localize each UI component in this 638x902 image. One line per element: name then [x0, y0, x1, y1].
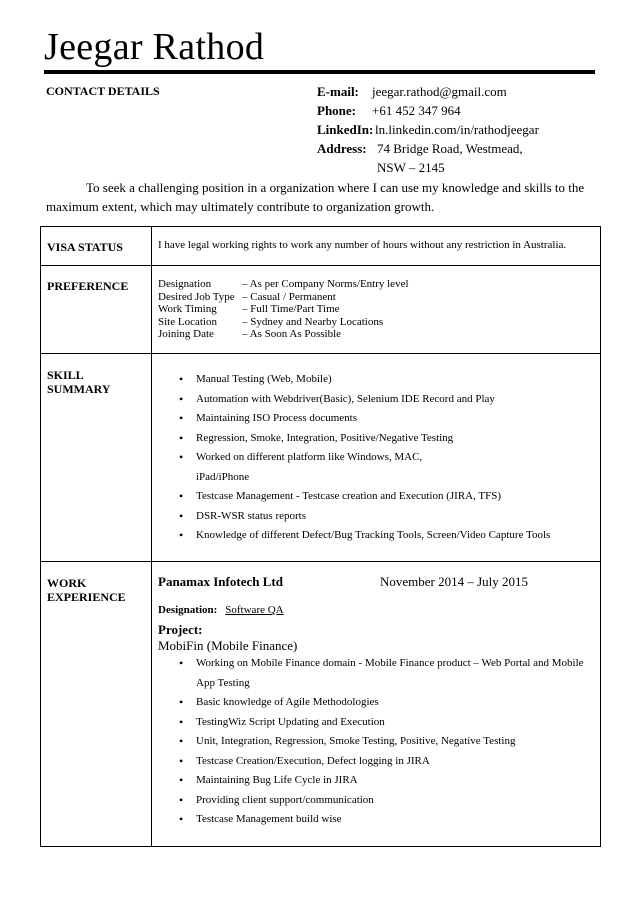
skills-list	[158, 370, 594, 546]
bullet-item: • Unit, Integration, Regression, Smoke Testing, Positive, Negative Testing	[158, 732, 594, 752]
bullet-item: • Maintaining ISO Process documents	[158, 409, 594, 429]
phone-value: +61 452 347 964	[372, 103, 461, 118]
bullet-item: • Testcase Management build wise	[158, 810, 594, 830]
address-line2: NSW – 2145	[377, 160, 445, 175]
work-duties-list	[158, 654, 594, 830]
project-heading: Project:	[158, 622, 203, 637]
preference-row	[41, 266, 601, 354]
visa-label: VISA STATUS	[41, 227, 152, 266]
work-row	[41, 562, 601, 847]
preference-value: – As Soon As Possible	[242, 328, 342, 340]
bullet-item: • Manual Testing (Web, Mobile)	[158, 370, 594, 390]
bullet-item: • Providing client support/communication	[158, 791, 594, 811]
preference-field: Joining Date	[158, 328, 214, 340]
linkedin-label: LinkedIn:	[317, 122, 374, 137]
work-cell	[152, 562, 601, 847]
employment-dates: November 2014 – July 2015	[379, 574, 528, 589]
bullet-item: • Testcase Creation/Execution, Defect logging in JIRA	[158, 752, 594, 772]
bullet-item: • Working on Mobile Finance domain - Mobile Finance product – Web Portal and Mobile	[158, 654, 594, 674]
preference-item	[158, 328, 594, 341]
linkedin-value[interactable]: ln.linkedin.com/in/rathodjeegar	[375, 122, 539, 137]
address-line1: 74 Bridge Road, Westmead,	[377, 141, 523, 156]
company-name: Panamax Infotech Ltd	[158, 574, 283, 589]
objective-text: To seek a challenging position in a organization where I can use my knowledge and skills to the maximum extent, which may ultimately contribute to organization growth.	[46, 180, 585, 214]
preference-value: – Casual / Permanent	[242, 290, 336, 303]
preference-cell	[152, 266, 601, 354]
contact-block	[317, 82, 539, 177]
preference-field: Site Location	[158, 315, 217, 328]
visa-cell	[152, 227, 601, 266]
skills-label-line1: SKILL	[47, 368, 84, 382]
preference-label: PREFERENCE	[41, 266, 152, 354]
preference-value: – As per Company Norms/Entry level	[242, 278, 409, 290]
designation-label: Designation:	[158, 604, 218, 616]
preference-field: Designation	[158, 278, 212, 290]
visa-row	[41, 227, 601, 266]
bullet-continuation: iPad/iPhone	[196, 470, 250, 483]
bullet-item: • DSR-WSR status reports	[158, 507, 594, 527]
bullet-item: • Worked on different platform like Windows, MAC,	[158, 448, 594, 468]
bullet-item: • Knowledge of different Defect/Bug Tracking Tools, Screen/Video Capture Tools	[158, 526, 594, 546]
phone-label: Phone:	[317, 103, 356, 118]
career-objective	[46, 178, 591, 216]
preference-field: Desired Job Type	[158, 290, 235, 303]
work-label	[41, 562, 152, 847]
project-name: MobiFin (Mobile Finance)	[158, 638, 298, 653]
bullet-item: • TestingWiz Script Updating and Execution	[158, 713, 594, 733]
preference-item	[158, 278, 594, 291]
bullet-item: • Basic knowledge of Agile Methodologies	[158, 693, 594, 713]
preference-value: – Full Time/Part Time	[242, 303, 340, 315]
bullet-item: • Regression, Smoke, Integration, Positive/Negative Testing	[158, 429, 594, 449]
bullet-item: • Testcase Management - Testcase creation and Execution (JIRA, TFS)	[158, 487, 594, 507]
company-row	[158, 562, 594, 590]
skills-label	[41, 354, 152, 562]
preference-list	[158, 266, 594, 341]
work-label-line1: WORK	[47, 576, 87, 590]
skills-row	[41, 354, 601, 562]
header-rule	[44, 70, 595, 74]
preference-value: – Sydney and Nearby Locations	[242, 315, 384, 328]
email-label: E-mail:	[317, 84, 359, 99]
preference-item	[158, 316, 594, 329]
preference-item	[158, 303, 594, 316]
bullet-item: • Maintaining Bug Life Cycle in JIRA	[158, 771, 594, 791]
bullet-continuation: App Testing	[196, 676, 250, 689]
designation-value: Software QA	[225, 604, 284, 616]
preference-item	[158, 291, 594, 304]
bullet-item: • Automation with Webdriver(Basic), Selenium IDE Record and Play	[158, 390, 594, 410]
contact-details-heading: CONTACT DETAILS	[46, 84, 160, 98]
work-label-line2: EXPERIENCE	[47, 590, 126, 604]
designation	[158, 604, 594, 616]
skills-label-line2: SUMMARY	[47, 382, 111, 396]
email-value[interactable]: jeegar.rathod@gmail.com	[372, 84, 507, 99]
address-label: Address:	[317, 141, 367, 156]
skills-cell	[152, 354, 601, 562]
resume-name: Jeegar Rathod	[44, 26, 265, 68]
resume-table	[40, 226, 601, 847]
visa-text: I have legal working rights to work any number of hours without any restriction in Australia.	[158, 239, 567, 251]
preference-field: Work Timing	[158, 303, 217, 315]
